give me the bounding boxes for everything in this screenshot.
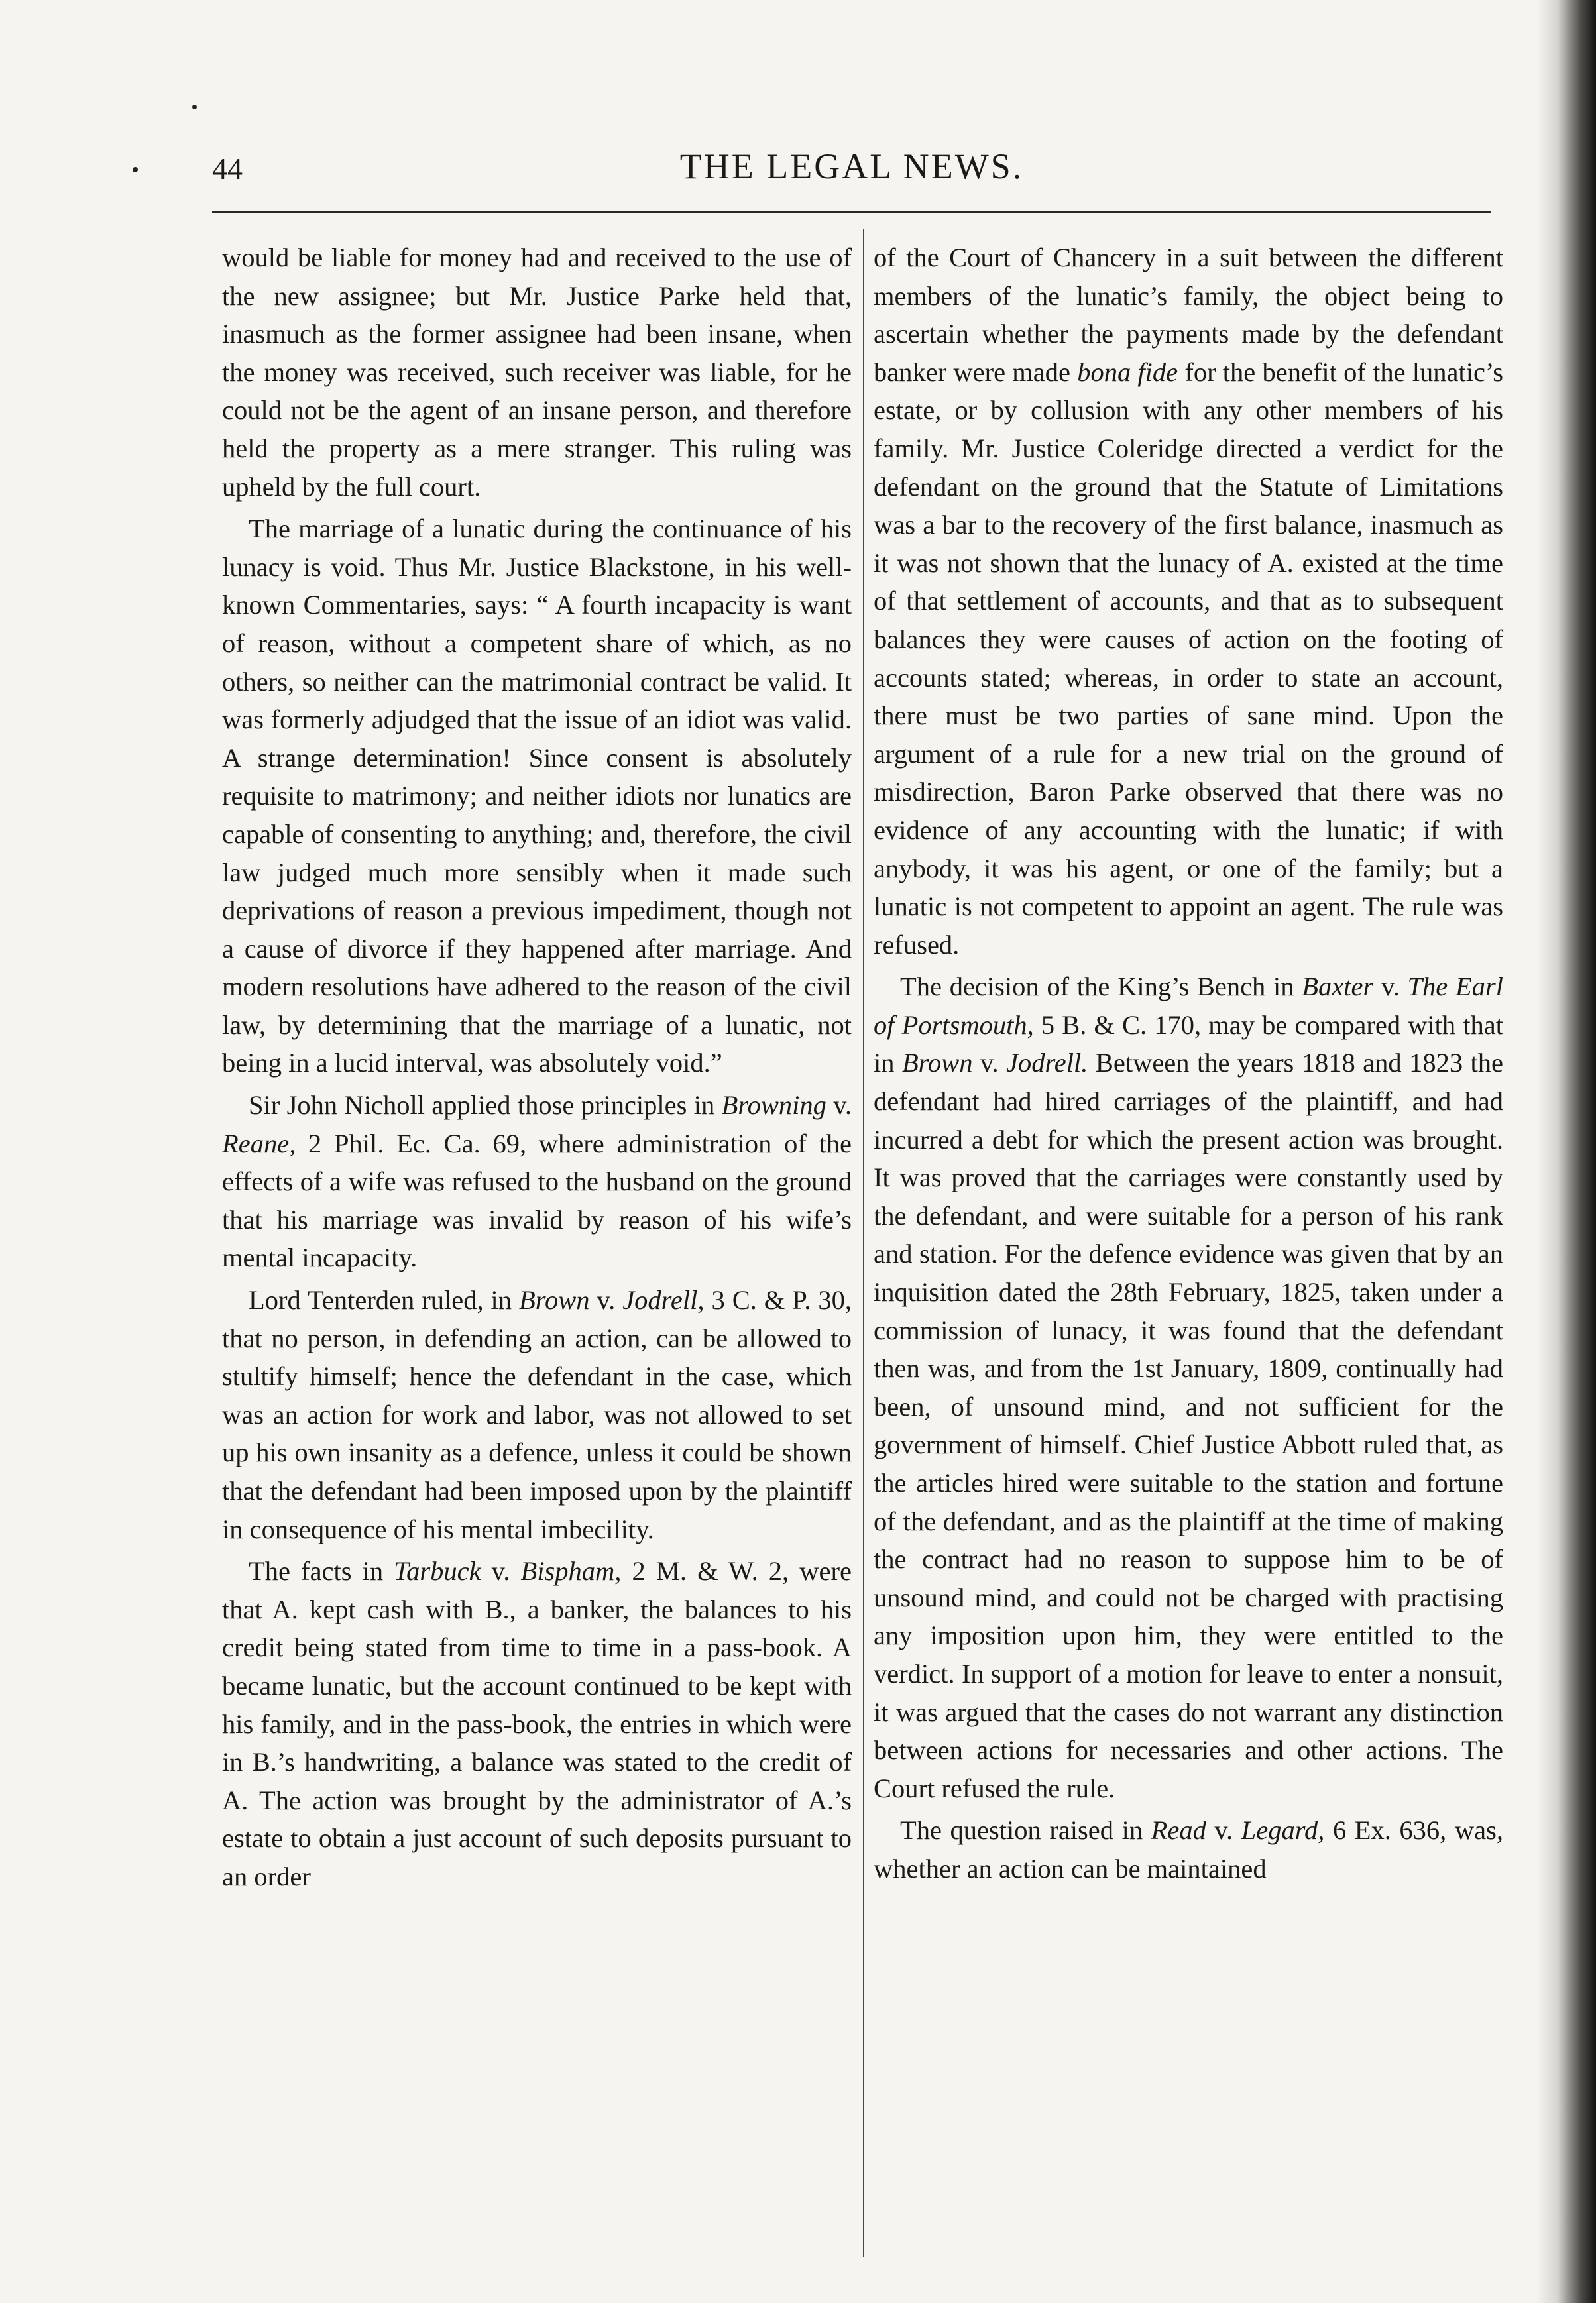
paragraph xyxy=(874,1811,1503,1887)
scan-speck xyxy=(192,105,197,109)
text-run: 2 Phil. Ec. Ca. 69, where administration of the effects of a wife was refused to the husband on the ground that his marriage was invalid by reason of his wife’s mental incapacity. xyxy=(222,1128,852,1273)
case-name: The Earl of Portsmouth, xyxy=(874,972,1503,1040)
text-run: would be liable for money had and received to the use of the new assignee; but Mr. Justice Parke held that, inasmuch as the former assignee had been insane, when the money was received, such receiver was liable, for he could not be the agent of an insane person, and therefore held the property as a mere stranger. This ruling was upheld by the full court. xyxy=(222,243,852,502)
paragraph xyxy=(222,1086,852,1277)
case-name: Tarbuck xyxy=(394,1556,481,1587)
text-run: 5 B. & C. 170, may be compared with that in xyxy=(874,1009,1504,1078)
scan-edge-shadow xyxy=(1536,0,1596,2303)
text-run: for the benefit of the lunatic’s estate, or by collusion with any other members of his family. Mr. Justice Coleridge directed a verdict for the defendant on the ground that the Statute of Limitations was a bar to the recovery of the first balance, inasmuch as it was not shown that the lunacy of A. existed at the time of that settlement of accounts, and that as to subsequent balances they were causes of action on the footing of accounts stated; whereas, in order to state an account, there must be two parties of sane mind. Upon the argument of a rule for a new trial on the ground of misdirection, Baron Parke observed that there was no evidence of any accounting with the lunatic; if with anybody, it was his agent, or one of the family; but a lunatic is not competent to appoint an agent. The rule was refused. xyxy=(874,357,1503,960)
text-run: The question raised in xyxy=(900,1815,1151,1846)
text-run: v. xyxy=(826,1090,852,1121)
case-name: Jodrell, xyxy=(622,1285,705,1316)
text-run: The facts in xyxy=(249,1556,394,1587)
text-run: v. xyxy=(1373,972,1408,1002)
text-run: Sir John Nicholl applied those principles in xyxy=(249,1090,722,1121)
page-number: 44 xyxy=(212,152,243,186)
scan-speck xyxy=(133,167,138,172)
case-name: Bispham, xyxy=(520,1556,622,1587)
case-name: Legard, xyxy=(1241,1815,1325,1846)
text-run: of the Court of Chancery in a suit between the different members of the lunatic’s family, the object being to ascertain whether the payments made by the defendant banker were made xyxy=(874,243,1503,387)
text-run: v. xyxy=(481,1556,521,1587)
text-run: 6 Ex. 636, was, whether an action can be maintained xyxy=(874,1815,1503,1883)
case-name: Reane, xyxy=(222,1128,296,1158)
paragraph xyxy=(874,239,1503,964)
text-run: v. xyxy=(1206,1815,1241,1846)
case-name: Brown xyxy=(519,1285,590,1316)
case-name: Browning xyxy=(721,1090,826,1121)
paragraph xyxy=(874,968,1503,1807)
column-divider xyxy=(863,229,864,2257)
paragraph xyxy=(222,1281,852,1548)
text-run: 3 C. & P. 30, that no person, in defending an action, can be allowed to stultify himself; hence the defendant in the case, which was an action for work and labor, was not allowed to set up his own insanity as a defence, unless it could be shown that the defendant had been imposed upon by the plaintiff in consequence of his mental imbecility. xyxy=(222,1285,852,1544)
paragraph xyxy=(222,239,852,506)
running-title: THE LEGAL NEWS. xyxy=(679,146,1024,186)
paragraph xyxy=(222,1552,852,1895)
paragraph xyxy=(222,510,852,1082)
page-header xyxy=(212,146,1491,192)
right-column xyxy=(874,239,1503,1892)
text-run: v. xyxy=(589,1285,623,1316)
text-run: The decision of the King’s Bench in xyxy=(900,972,1302,1002)
case-name: Baxter xyxy=(1302,972,1374,1002)
case-name: Brown xyxy=(901,1048,973,1078)
text-run: v. xyxy=(972,1048,1007,1078)
left-column xyxy=(222,239,852,1900)
case-name: bona fide xyxy=(1077,357,1178,387)
text-run: Lord Tenterden ruled, in xyxy=(249,1285,519,1316)
case-name: Read xyxy=(1151,1815,1206,1846)
text-run: Between the years 1818 and 1823 the defendant had hired carriages of the plaintiff, and had incurred a debt for which the present action was brought. It was proved that the carriages were constantly used by the defendant, and were suitable for a person of his rank and station. For the defence evidence was given that by an inquisition dated the 28th February, 1825, taken under a commission of lunacy, it was found that the defendant then was, and from the 1st January, 1809, continually had been, of unsound mind, and not sufficient for the government of himself. Chief Justice Abbott ruled that, as the articles hired were suitable to the station and fortune of the defendant, and as the plaintiff at the time of making the contract had no reason to suppose him to be of unsound mind, and could not be charged with practising any imposition upon him, they were entitled to the verdict. In support of a motion for leave to enter a nonsuit, it was argued that the cases do not warrant any distinction between actions for necessaries and other actions. The Court refused the rule. xyxy=(874,1048,1503,1803)
text-run: The marriage of a lunatic during the continuance of his lunacy is void. Thus Mr. Justice Blackstone, in his well-known Commentaries, says: “ A fourth incapacity is want of reason, without a competent share of which, as no others, so neither can the matrimonial contract be valid. It was formerly adjudged that the issue of an idiot was valid. A strange determination! Since consent is absolutely requisite to matrimony; and neither idiots nor lunatics are capable of consenting to anything; and, therefore, the civil law judged much more sensibly when it made such deprivations of reason a previous impediment, though not a cause of divorce if they happened after marriage. And modern resolutions have adhered to the reason of the civil law, by determining that the marriage of a lunatic, not being in a lucid interval, was absolutely void.” xyxy=(222,514,852,1078)
case-name: Jodrell. xyxy=(1006,1048,1088,1078)
header-rule xyxy=(212,211,1491,213)
text-run: 2 M. & W. 2, were that A. kept cash with B., a banker, the balances to his credit being stated from time to time in a pass-book. A became lunatic, but the account continued to be kept with his family, and in the pass-book, the entries in which were in B.’s handwriting, a balance was stated to the credit of A. The action was brought by the administrator of A.’s estate to obtain a just account of such deposits pursuant to an order xyxy=(222,1556,852,1891)
